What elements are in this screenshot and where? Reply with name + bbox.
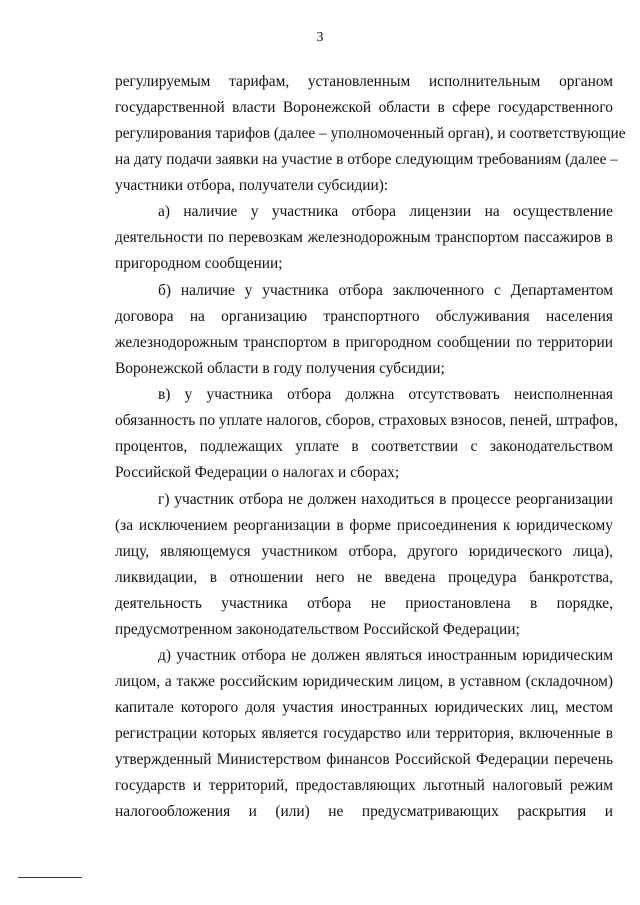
footer-rule [18, 877, 82, 878]
text-line: Воронежской области в году получения субсидии; [115, 360, 445, 377]
text-line: участники отбора, получатели субсидии): [115, 177, 389, 194]
text-line: (за исключением реорганизации в форме присоединения к юридическому [115, 517, 613, 534]
text-line: регистрации которых является государство или территория, включенные в [115, 725, 613, 742]
text-line: лицом, а также российским юридическим лицом, в уставном (складочном) [115, 673, 613, 690]
paragraph-v-first-line: в) у участника отбора должна отсутствовать неисполненная [158, 386, 613, 403]
text-line: процентов, подлежащих уплате в соответствии с законодательством [115, 438, 613, 455]
text-line: предусмотренном законодательством Российской Федерации; [115, 621, 520, 638]
text-line: деятельность участника отбора не приостановлена в порядке, [115, 595, 613, 612]
text-line: капитале которого доля участия иностранных юридических лиц, местом [115, 699, 613, 716]
text-line: налогообложения и (или) не предусматривающих раскрытия и [115, 803, 613, 820]
text-line: деятельности по перевозкам железнодорожным транспортом пассажиров в [115, 229, 613, 246]
paragraph-d-first-line: д) участник отбора не должен являться иностранным юридическим [158, 647, 613, 664]
paragraph-b-first-line: б) наличие у участника отбора заключенного с Департаментом [158, 282, 613, 299]
text-line: на дату подачи заявки на участие в отборе следующим требованиям (далее – [115, 151, 618, 168]
text-line: государственной власти Воронежской области в сфере государственного [115, 99, 613, 116]
paragraph-a-first-line: а) наличие у участника отбора лицензии на осуществление [158, 203, 613, 220]
text-line: государств и территорий, предоставляющих льготный налоговый режим [115, 777, 613, 794]
text-line: Российской Федерации о налогах и сборах; [115, 464, 400, 481]
text-line: железнодорожным транспортом в пригородном сообщении по территории [115, 334, 613, 351]
text-line: пригородном сообщении; [115, 255, 283, 272]
paragraph-g-first-line: г) участник отбора не должен находиться в процессе реорганизации [158, 491, 613, 508]
page-number: 3 [316, 30, 324, 45]
text-line: регулирования тарифов (далее – уполномоченный орган), и соответствующие [115, 125, 626, 142]
text-line: обязанность по уплате налогов, сборов, страховых взносов, пеней, штрафов, [115, 412, 618, 429]
text-line: договора на организацию транспортного обслуживания населения [115, 308, 613, 325]
text-line: лицу, являющемуся участником отбора, другого юридического лица), [115, 543, 613, 560]
text-line: ликвидации, в отношении него не введена процедура банкротства, [115, 569, 613, 586]
text-line: утвержденный Министерством финансов Российской Федерации перечень [115, 751, 613, 768]
text-line: регулируемым тарифам, установленным исполнительным органом [115, 73, 613, 90]
